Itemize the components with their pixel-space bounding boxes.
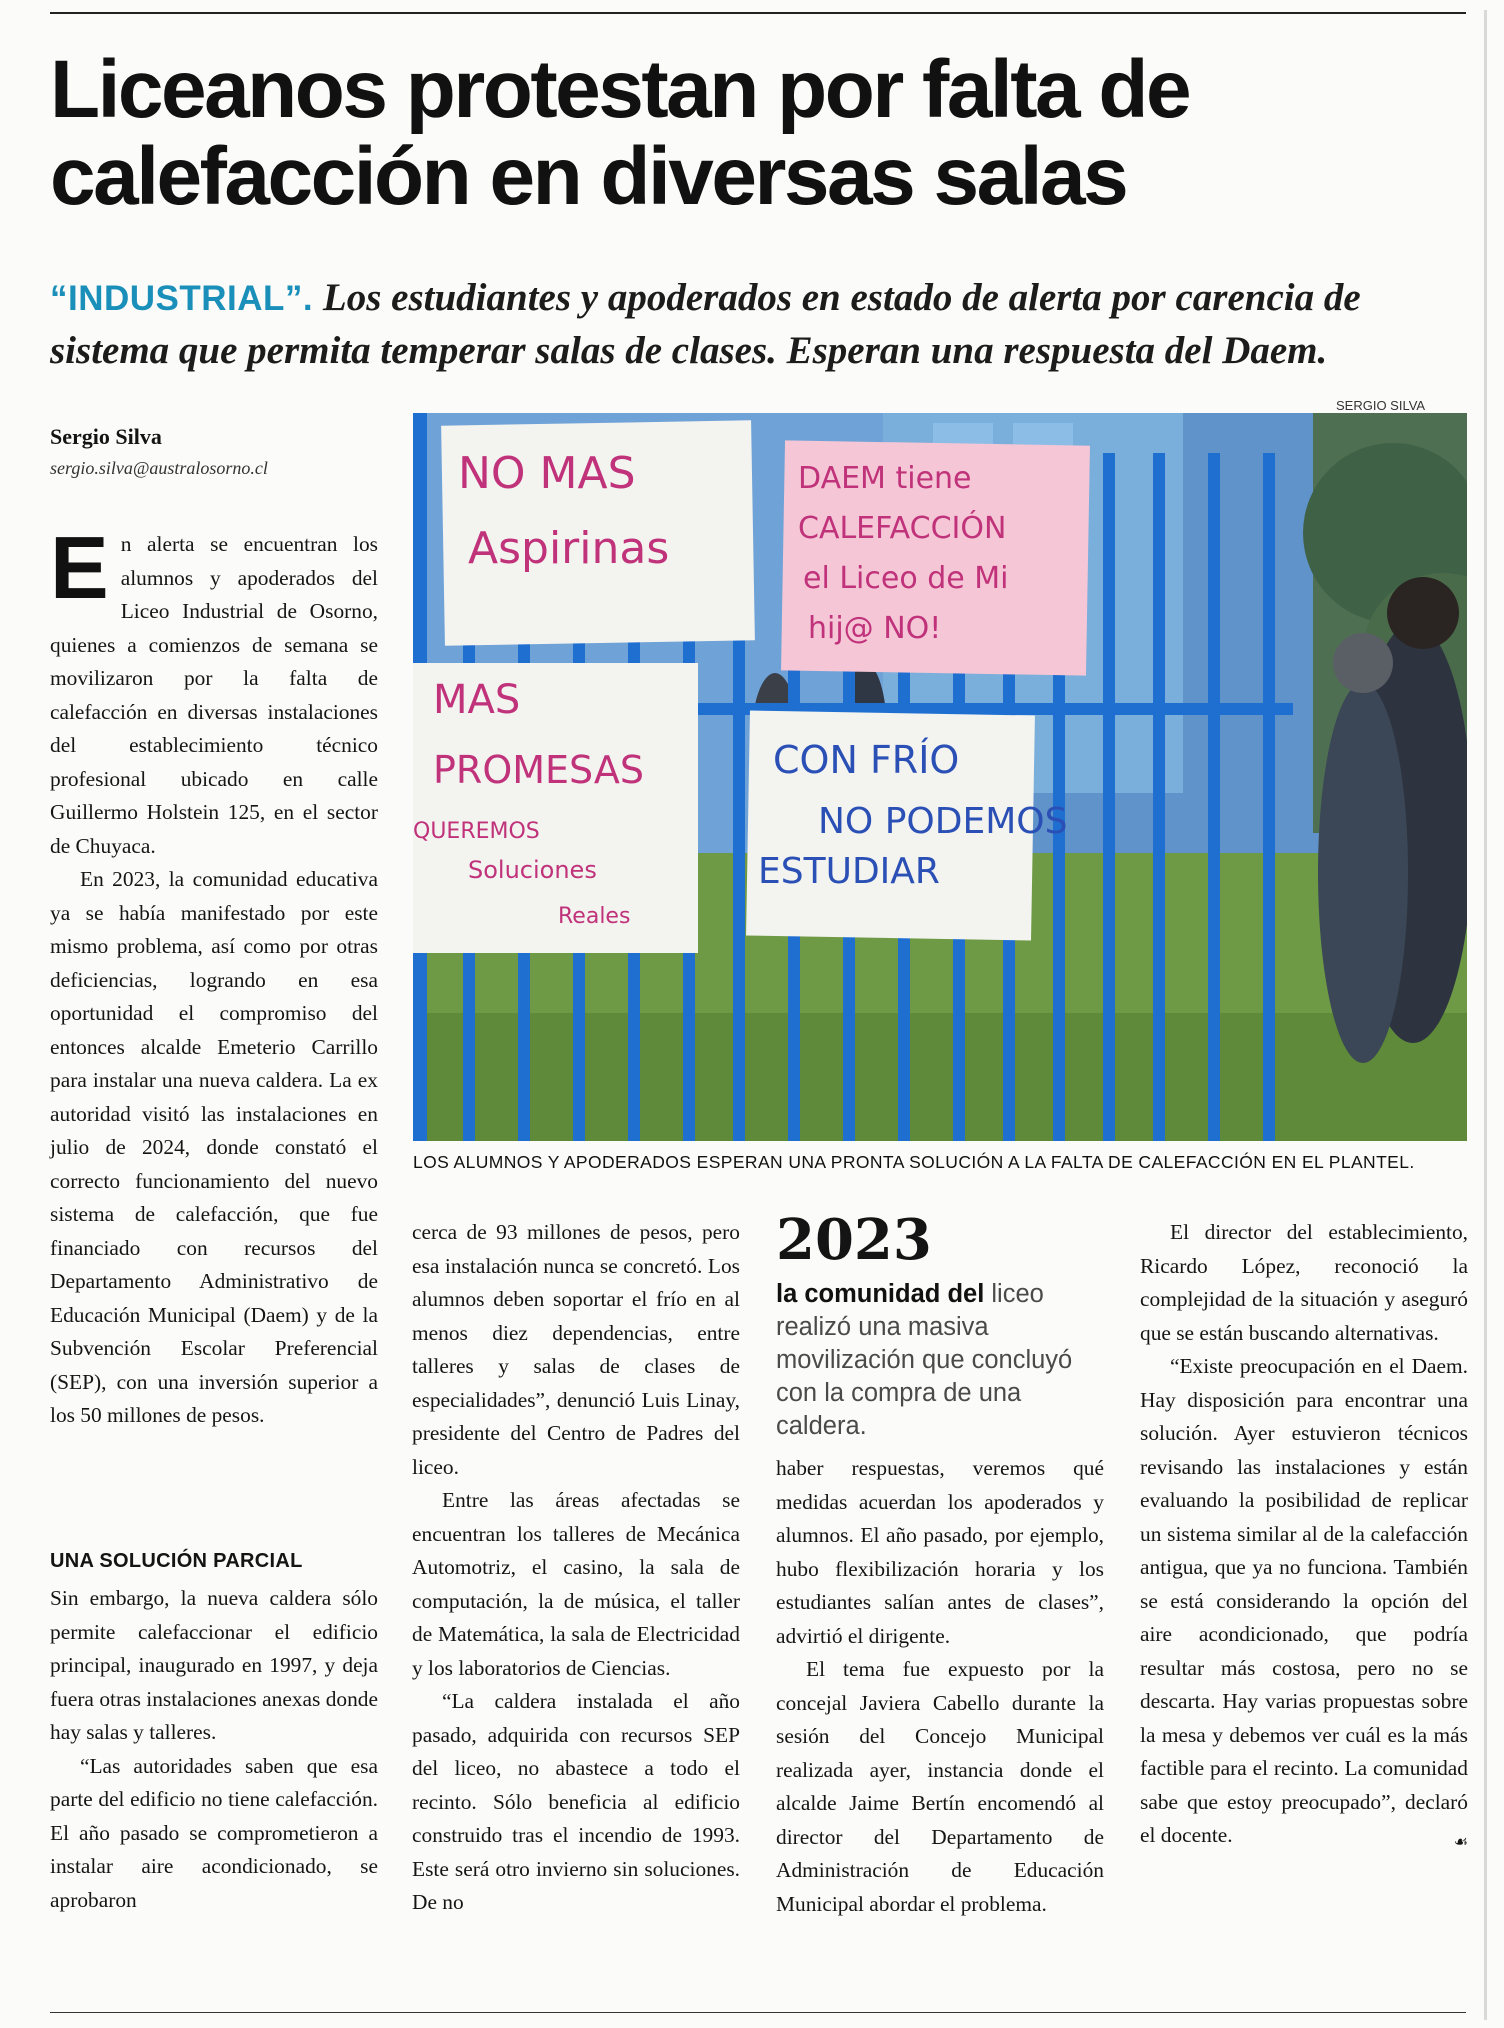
drop-cap: E (50, 518, 109, 617)
author-email: sergio.silva@australosorno.cl (50, 458, 268, 478)
column-3 (776, 1452, 1104, 1921)
svg-text:CALEFACCIÓN: CALEFACCIÓN (798, 511, 1007, 546)
pull-quote-year: 2023 (776, 1207, 932, 1273)
end-mark-icon: ☙ (1453, 1832, 1468, 1851)
protest-photo (413, 413, 1467, 1141)
sign-no-mas-aspirinas (441, 420, 755, 645)
svg-text:PROMESAS: PROMESAS (433, 748, 644, 792)
pull-quote (776, 1278, 1104, 1443)
page-edge (1484, 10, 1487, 2020)
paragraph: “Las autoridades saben que esa parte del edificio no tiene calefacción. El año pasado se comprometieron a instalar aire acondicionado, se aprobaron (50, 1753, 378, 1912)
sign-mas-promesas (413, 663, 698, 953)
paragraph: Entre las áreas afectadas se encuentran los talleres de Mecánica Automotriz, el casino, la sala de computación, la de música, el taller de Matemática, la sala de Electricidad y los laboratorios de Ciencias. (412, 1488, 740, 1680)
closing-paragraph-text: “Existe preocupación en el Daem. Hay disposición para encontrar una solución. Ayer estuvieron técnicos revisando las instalaciones y están evaluando la posibilidad de replicar un sistema similar al de la calefacción antigua, que ya no funciona. También se está considerando la opción del aire acondicionado, que podría resultar más costosa, pero no se descarta. Hay varias propuestas sobre la mesa y debemos ver cuál es la más factible para el recinto. La comunidad sabe que estoy preocupado”, declaró el docente. (1140, 1354, 1468, 1847)
kicker: “INDUSTRIAL”. (50, 279, 314, 318)
column-4 (1140, 1216, 1468, 1859)
bottom-rule (50, 2012, 1466, 2013)
pull-quote-text: liceo realizó una masiva movilización que concluyó con la compra de una caldera. (776, 1280, 1073, 1440)
svg-text:NO PODEMOS: NO PODEMOS (818, 801, 1068, 842)
sign-daem-tiene-calefaccion (781, 440, 1090, 675)
subhead: UNA SOLUCIÓN PARCIAL (50, 1550, 303, 1572)
deck (50, 272, 1470, 377)
photo-credit: SERGIO SILVA (1336, 398, 1426, 413)
byline: Sergio Silva (50, 424, 162, 449)
column-1-continued (50, 1582, 378, 1917)
column-1 (50, 518, 378, 1433)
column-2 (412, 1216, 740, 1920)
svg-text:NO MAS: NO MAS (458, 448, 636, 499)
svg-text:DAEM tiene: DAEM tiene (798, 461, 972, 496)
svg-text:el Liceo de Mi: el Liceo de Mi (803, 561, 1009, 596)
svg-text:Reales: Reales (558, 904, 631, 929)
paragraph: Sin embargo, la nueva caldera sólo permite calefaccionar el edificio principal, inaugurado en 1997, y deja fuera otras instalaciones anexas donde hay salas y talleres. (50, 1586, 378, 1744)
paragraph: haber respuestas, veremos qué medidas acuerdan los apoderados y alumnos. El año pasado, por ejemplo, hubo flexibilización horaria y los estudiantes salían antes de clases”, advirtió el dirigente. (776, 1456, 1104, 1648)
paragraph: En 2023, la comunidad educativa ya se había manifestado por este mismo problema, así como por otras deficiencias, logrando en esa oportunidad el compromiso del entonces alcalde Emeterio Carrillo para instalar una nueva caldera. La ex autoridad visitó las instalaciones en julio de 2024, donde constató el correcto funcionamiento del nuevo sistema de calefacción, que fue financiado con recursos del Departamento Administrativo de Educación Municipal (Daem) y de la Subvención Escolar Preferencial (SEP), con una inversión superior a los 50 millones de pesos. (50, 867, 378, 1427)
svg-text:QUEREMOS: QUEREMOS (413, 819, 540, 844)
paragraph: El tema fue expuesto por la concejal Javiera Cabello durante la sesión del Concejo Municipal realizada ayer, instancia donde el alcalde Jaime Bertín encomendó al director del Departamento de Administración de Educación Municipal abordar el problema. (776, 1657, 1104, 1916)
headline: Liceanos protestan por falta de calefacción en diversas salas (50, 44, 1190, 222)
sign-con-frio-no-podemos-estudiar (746, 711, 1067, 941)
svg-text:Soluciones: Soluciones (468, 856, 597, 884)
paragraph: cerca de 93 millones de pesos, pero esa instalación nunca se concretó. Los alumnos deben soportar el frío en al menos diez dependencias, entre talleres y salas de clases de especialidades”, denunció Luis Linay, presidente del Centro de Padres del liceo. (412, 1220, 740, 1479)
svg-text:Aspirinas: Aspirinas (468, 523, 670, 574)
svg-text:ESTUDIAR: ESTUDIAR (758, 851, 940, 892)
svg-text:CON FRÍO: CON FRÍO (773, 738, 960, 782)
paragraph (1140, 1350, 1468, 1853)
paragraph: “La caldera instalada el año pasado, adquirida con recursos SEP del liceo, no abastece a todo el recinto. Sólo beneficia al edificio construido tras el incendio de 1993. Este será otro invierno sin soluciones. De no (412, 1689, 740, 1914)
pull-quote-bold: la comunidad del (776, 1280, 985, 1308)
svg-text:MAS: MAS (433, 677, 521, 723)
top-rule (50, 12, 1466, 14)
photo-caption: LOS ALUMNOS Y APODERADOS ESPERAN UNA PRONTA SOLUCIÓN A LA FALTA DE CALEFACCIÓN EN EL PLANTEL. (413, 1152, 1415, 1172)
paragraph: El director del establecimiento, Ricardo López, reconoció la complejidad de la situación y aseguró que se están buscando alternativas. (1140, 1220, 1468, 1345)
deck-text: Los estudiantes y apoderados en estado de alerta por carencia de sistema que permita temperar salas de clases. Esperan una respuesta del Daem. (50, 276, 1361, 372)
lead-paragraph (50, 518, 378, 863)
svg-text:hij@ NO!: hij@ NO! (808, 611, 942, 646)
lead-paragraph-text: n alerta se encuentran los alumnos y apoderados del Liceo Industrial de Osorno, quienes a comienzos de semana se movilizaron por la falta de calefacción en diversas instalaciones del establecimiento técnico profesional ubicado en calle Guillermo Holstein 125, en el sector de Chuyaca. (50, 532, 378, 858)
